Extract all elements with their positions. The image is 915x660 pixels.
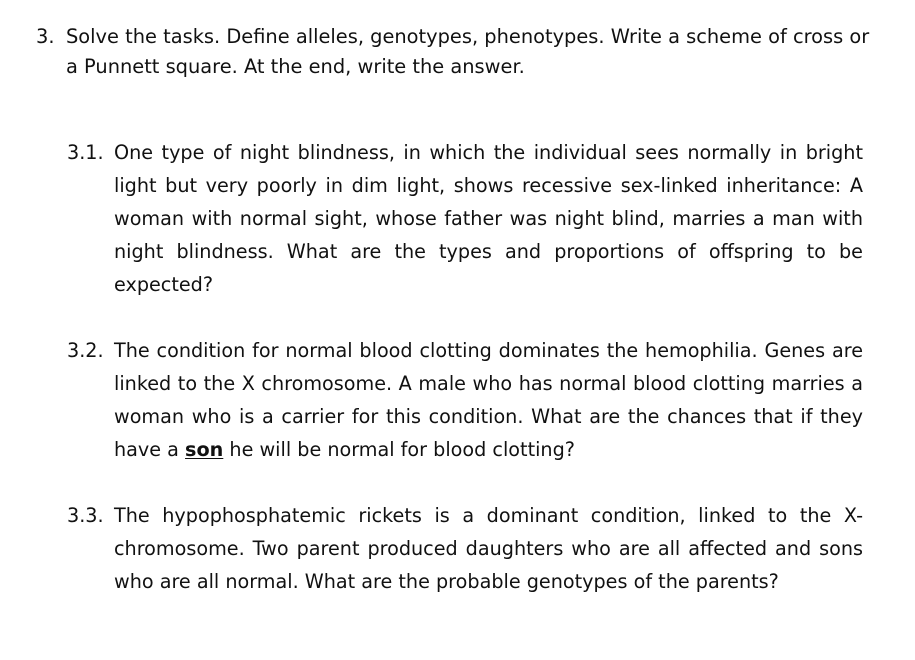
subtask-text: The hypophosphatemic rickets is a dominant condition, linked to the X-chromosome. Two parent produced daughters who are all affected and sons who are all normal. What are the probable genotypes of the parents?	[114, 504, 863, 593]
subtask-3-2	[67, 334, 863, 466]
subtask-number: 3.2.	[67, 339, 104, 362]
task-number: 3.	[36, 25, 55, 48]
task-3	[36, 22, 881, 82]
subtask-text	[114, 334, 863, 466]
subtask-text-part: The condition for normal blood clotting dominates the hemophilia. Genes are linked to the X chromosome. A male who has normal blood clotting marries a woman who is a carrier for this condition. What are the chances that if they have a	[114, 339, 863, 461]
emphasized-word: son	[185, 438, 224, 461]
subtask-3-3	[67, 499, 863, 598]
subtask-number: 3.1.	[67, 141, 104, 164]
subtask-number: 3.3.	[67, 504, 104, 527]
task-instructions: Solve the tasks. Define alleles, genotypes, phenotypes. Write a scheme of cross or a Punnett square. At the end, write the answer.	[66, 25, 870, 78]
subtask-text-part: he will be normal for blood clotting?	[223, 438, 575, 461]
subtask-3-1	[67, 136, 863, 301]
subtask-text: One type of night blindness, in which the individual sees normally in bright light but very poorly in dim light, shows recessive sex-linked inheritance: A woman with normal sight, whose father was night blind, marries a man with night blindness. What are the types and proportions of offspring to be expected?	[114, 141, 863, 296]
